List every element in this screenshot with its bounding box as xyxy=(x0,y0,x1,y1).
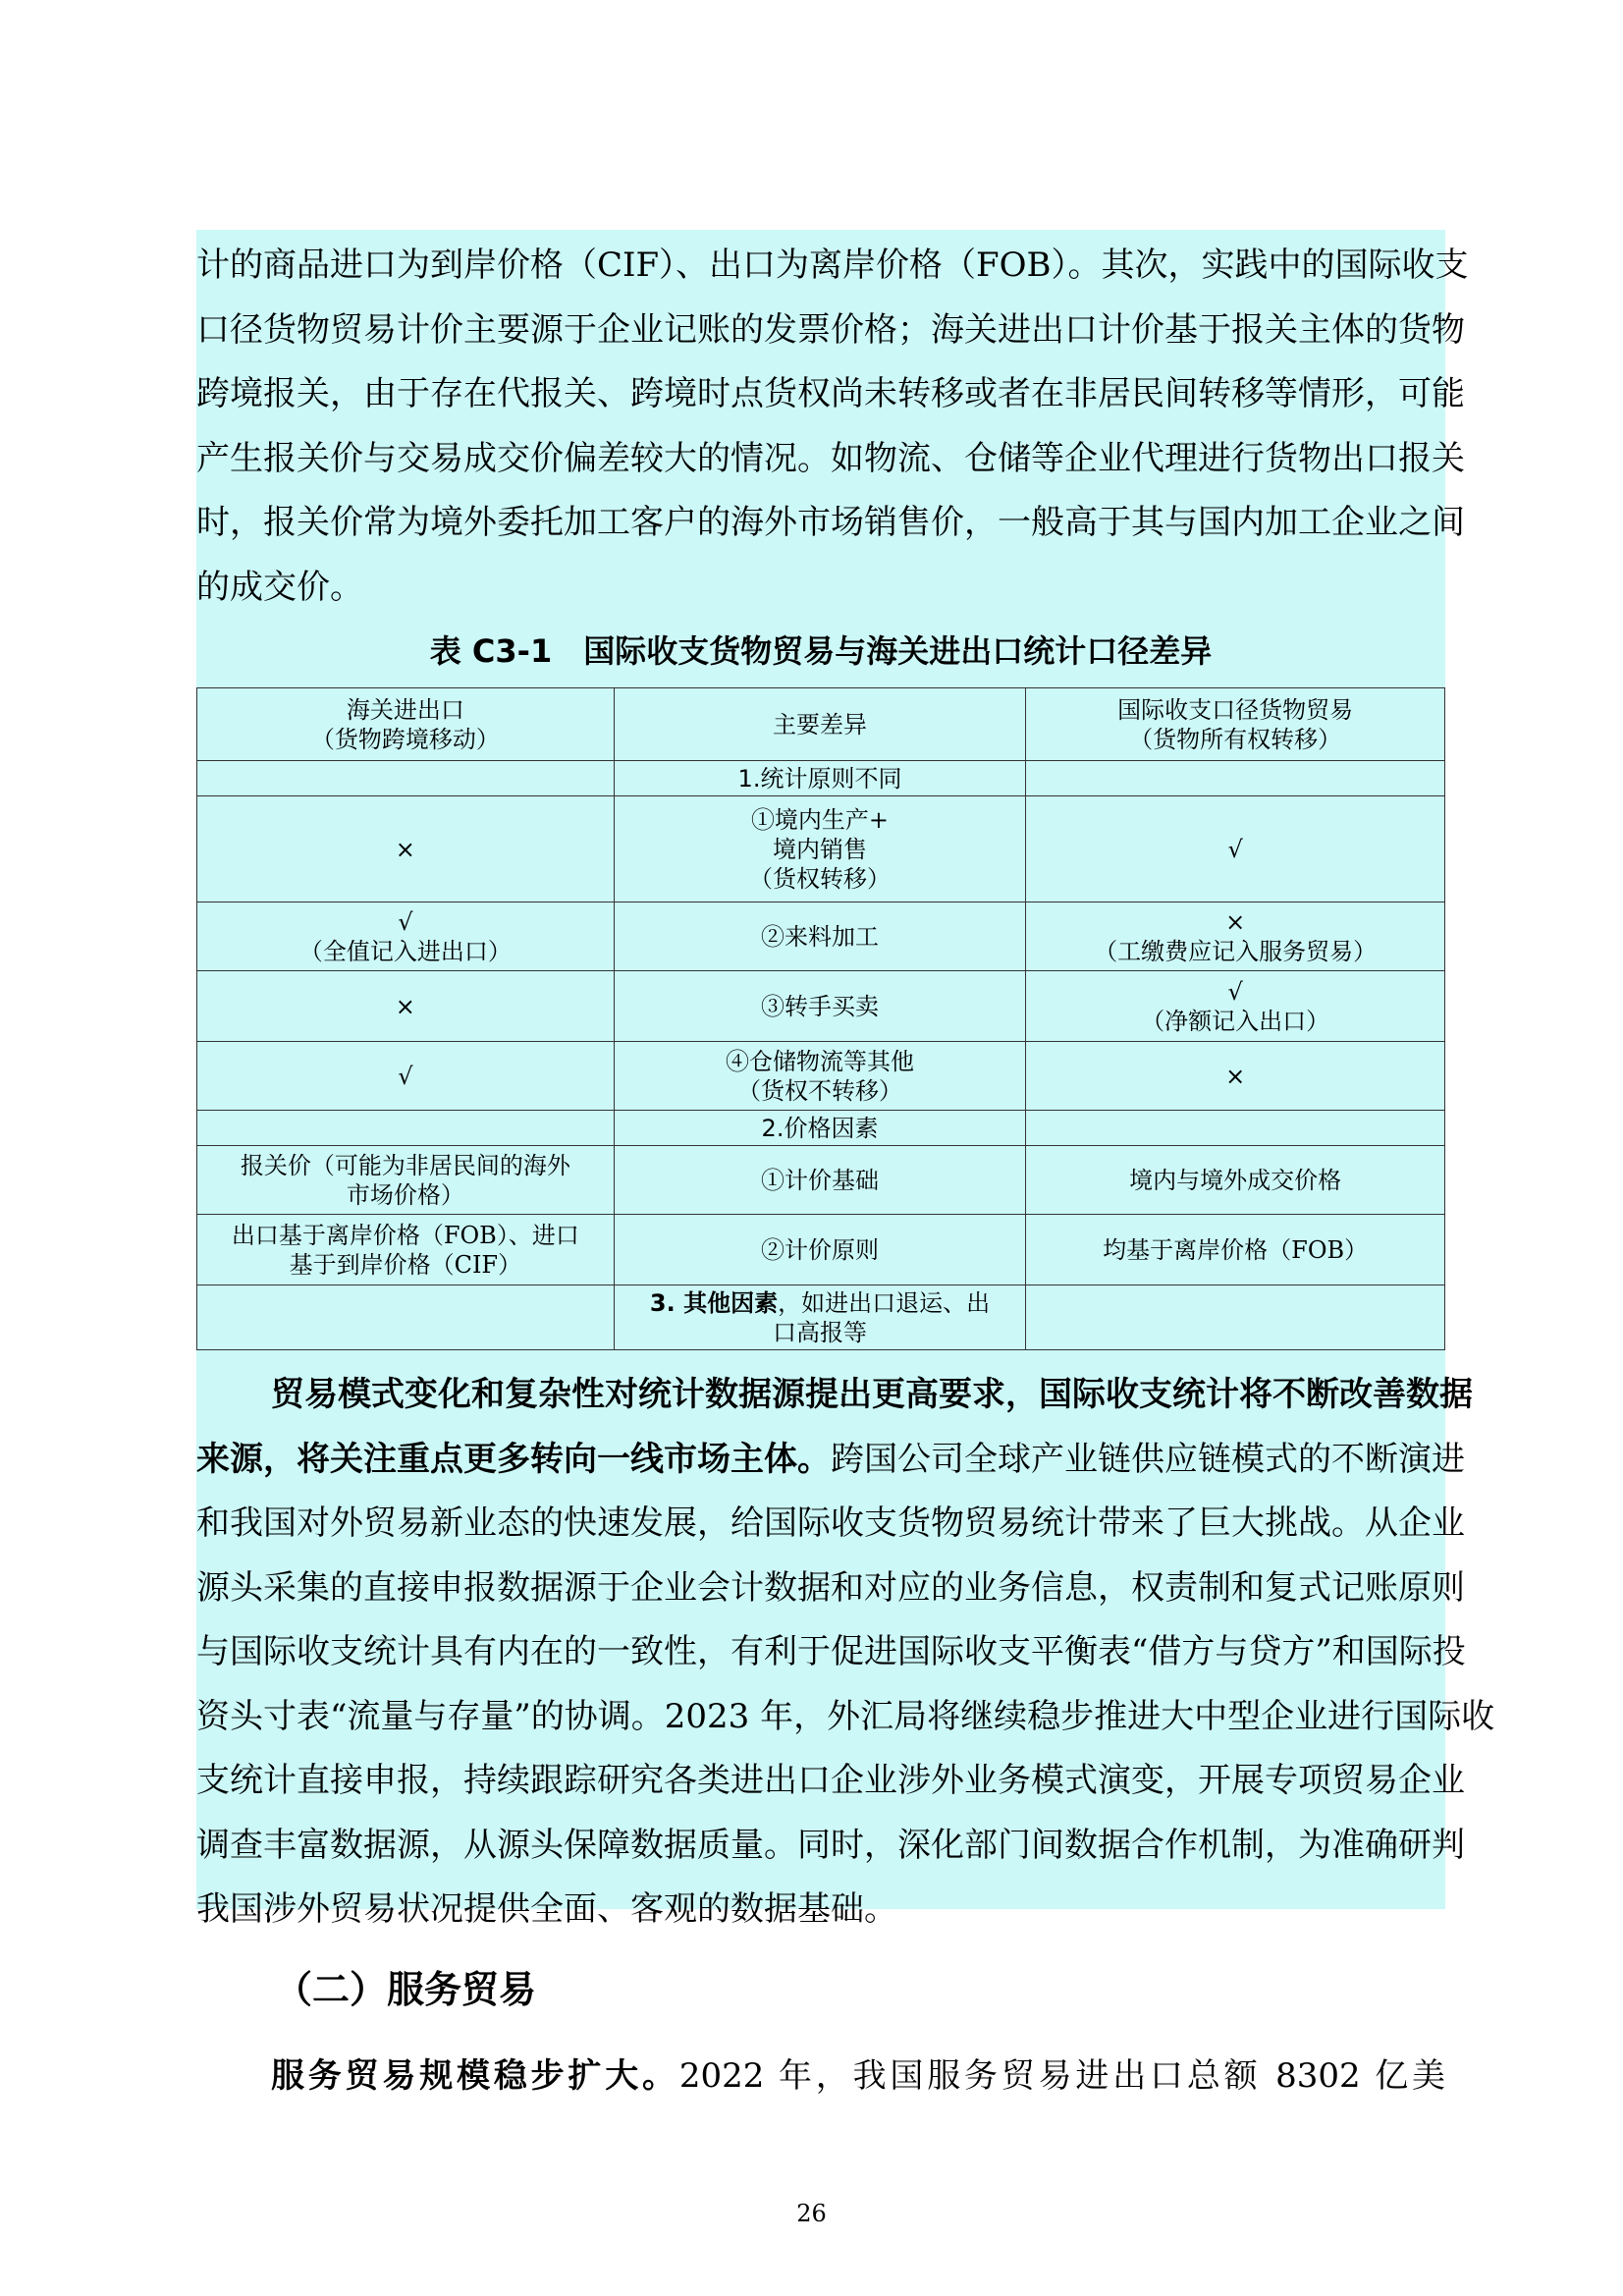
cell-line: （货权转移） xyxy=(749,864,891,893)
bop-cell xyxy=(1026,796,1445,902)
cell-line: × xyxy=(395,992,415,1020)
customs-cell xyxy=(197,1146,615,1215)
bold-lead: 服务贸易规模稳步扩大。 xyxy=(271,2056,679,2096)
cell-line: 市场价格） xyxy=(346,1180,464,1209)
cell-line: ②计价原则 xyxy=(761,1235,879,1264)
header-line: 国际收支口径货物贸易 xyxy=(1117,695,1354,724)
bop-cell xyxy=(1026,1042,1445,1111)
text-line xyxy=(196,1363,1473,1428)
text-line: 资头寸表“流量与存量”的协调。2023 年，外汇局将继续稳步推进大中型企业进行国际收 xyxy=(196,1696,1495,1736)
header-line: 主要差异 xyxy=(773,710,867,738)
customs-cell xyxy=(197,971,615,1042)
text-line: 口径货物贸易计价主要源于企业记账的发票价格；海关进出口计价基于报关主体的货物 xyxy=(196,309,1465,350)
cell-line: （净额记入出口） xyxy=(1141,1007,1330,1035)
section-row xyxy=(197,1111,1445,1146)
cell-line: 出口基于离岸价格（FOB）、进口 xyxy=(231,1221,579,1249)
text-line: 产生报关价与交易成交价偏差较大的情况。如物流、仓储等企业代理进行货物出口报关 xyxy=(196,438,1465,478)
text-line: 我国涉外贸易状况提供全面、客观的数据基础。 xyxy=(196,1889,897,1929)
bop-cell xyxy=(1026,971,1445,1042)
section-title-bold: 3. 其他因素 xyxy=(649,1288,779,1317)
text-line: 和我国对外贸易新业态的快速发展，给国际收支货物贸易统计带来了巨大挑战。从企业 xyxy=(196,1503,1465,1543)
table-row xyxy=(197,1042,1445,1111)
text-line: 源头采集的直接申报数据源于企业会计数据和对应的业务信息，权责制和复式记账原则 xyxy=(196,1567,1465,1608)
text-line xyxy=(196,1428,1465,1493)
cell-line: ①计价基础 xyxy=(761,1166,879,1194)
diff-cell xyxy=(614,971,1026,1042)
cell-line: 均基于离岸价格（FOB） xyxy=(1103,1235,1369,1264)
comparison-table xyxy=(196,687,1445,1350)
cell-line: √ xyxy=(398,1062,413,1090)
text-line xyxy=(196,2045,1445,2109)
header-line: （货物跨境移动） xyxy=(310,725,500,753)
section-row xyxy=(197,761,1445,796)
customs-cell xyxy=(197,902,615,971)
text-line: 计的商品进口为到岸价格（CIF）、出口为离岸价格（FOB）。其次，实践中的国际收支 xyxy=(196,246,1469,285)
bold-lead: 来源，将关注重点更多转向一线市场主体。 xyxy=(196,1439,831,1479)
cell-line: 境内销售 xyxy=(773,835,867,863)
cell-line: × xyxy=(395,835,415,863)
table-row xyxy=(197,902,1445,971)
table-row xyxy=(197,971,1445,1042)
text-run: 2022 年，我国服务贸易进出口总额 8302 亿美 xyxy=(678,2056,1446,2096)
cell-line: （全值记入进出口） xyxy=(298,937,512,965)
text-line: 的成交价。 xyxy=(196,567,363,607)
cell-line: （货权不转移） xyxy=(737,1076,902,1105)
table-row xyxy=(197,796,1445,902)
main-paragraph xyxy=(196,1363,1495,1942)
bop-cell xyxy=(1026,902,1445,971)
cell-line: 报关价（可能为非居民间的海外 xyxy=(240,1151,570,1179)
table-caption: 表 C3-1 国际收支货物贸易与海关进出口统计口径差异 xyxy=(429,632,1213,670)
diff-cell xyxy=(614,1042,1026,1111)
diff-cell xyxy=(614,1215,1026,1285)
cell-line xyxy=(622,1288,1018,1318)
empty-cell xyxy=(197,1285,615,1350)
section-title: 2.价格因素 xyxy=(614,1111,1026,1146)
cell-line: ③转手买卖 xyxy=(761,992,879,1020)
cell-line: 境内与境外成交价格 xyxy=(1129,1166,1342,1194)
section-row xyxy=(197,1285,1445,1350)
table-row xyxy=(197,1146,1445,1215)
empty-cell xyxy=(197,1111,615,1146)
diff-cell xyxy=(614,796,1026,902)
customs-cell xyxy=(197,1042,615,1111)
cell-line: √ xyxy=(1227,977,1243,1006)
cell-line: ②来料加工 xyxy=(761,922,879,951)
empty-cell xyxy=(1026,1111,1445,1146)
text-line: 时，报关价常为境外委托加工客户的海外市场销售价，一般高于其与国内加工企业之间 xyxy=(196,503,1465,542)
cell-line: （工缴费应记入服务贸易） xyxy=(1094,937,1378,965)
cell-line: × xyxy=(1225,907,1246,936)
text-line: 跨境报关，由于存在代报关、跨境时点货权尚未转移或者在非居民间转移等情形，可能 xyxy=(196,374,1465,413)
intro-paragraph xyxy=(196,234,1469,620)
header-line: （货物所有权转移） xyxy=(1129,725,1342,753)
text-line: 调查丰富数据源，从源头保障数据质量。同时，深化部门间数据合作机制，为准确研判 xyxy=(196,1825,1465,1865)
cell-line: ④仓储物流等其他 xyxy=(726,1047,914,1075)
table-header-row xyxy=(197,688,1445,761)
empty-cell xyxy=(197,761,615,796)
empty-cell xyxy=(1026,1285,1445,1350)
final-paragraph xyxy=(196,2045,1445,2109)
customs-cell xyxy=(197,1215,615,1285)
section-title: 1.统计原则不同 xyxy=(614,761,1026,796)
diff-cell xyxy=(614,902,1026,971)
cell-line: √ xyxy=(1227,835,1243,863)
customs-cell xyxy=(197,796,615,902)
cell-line: 口高报等 xyxy=(773,1318,867,1346)
bold-lead: 贸易模式变化和复杂性对统计数据源提出更高要求，国际收支统计将不断改善数据 xyxy=(271,1375,1473,1414)
table-row xyxy=(197,1215,1445,1285)
diff-cell xyxy=(614,1146,1026,1215)
cell-line: √ xyxy=(398,907,413,936)
bop-cell xyxy=(1026,1215,1445,1285)
header-customs xyxy=(197,688,615,761)
cell-line: 基于到岸价格（CIF） xyxy=(289,1250,522,1279)
cell-line: ①境内生产+ xyxy=(750,805,890,834)
text-line: 支统计直接申报，持续跟踪研究各类进出口企业涉外业务模式演变，开展专项贸易企业 xyxy=(196,1761,1465,1800)
bop-cell xyxy=(1026,1146,1445,1215)
page-number: 26 xyxy=(796,2200,827,2227)
header-line: 海关进出口 xyxy=(346,695,464,724)
text-line: 与国际收支统计具有内在的一致性，有利于促进国际收支平衡表“借方与贷方”和国际投 xyxy=(196,1632,1466,1671)
section-heading: （二）服务贸易 xyxy=(275,1968,537,2011)
header-bop xyxy=(1026,688,1445,761)
text-run: 跨国公司全球产业链供应链模式的不断演进 xyxy=(831,1439,1465,1479)
header-diff xyxy=(614,688,1026,761)
section-title xyxy=(614,1285,1026,1350)
empty-cell xyxy=(1026,761,1445,796)
cell-line: × xyxy=(1225,1062,1246,1090)
section-title-rest: ，如进出口退运、出 xyxy=(778,1288,991,1317)
